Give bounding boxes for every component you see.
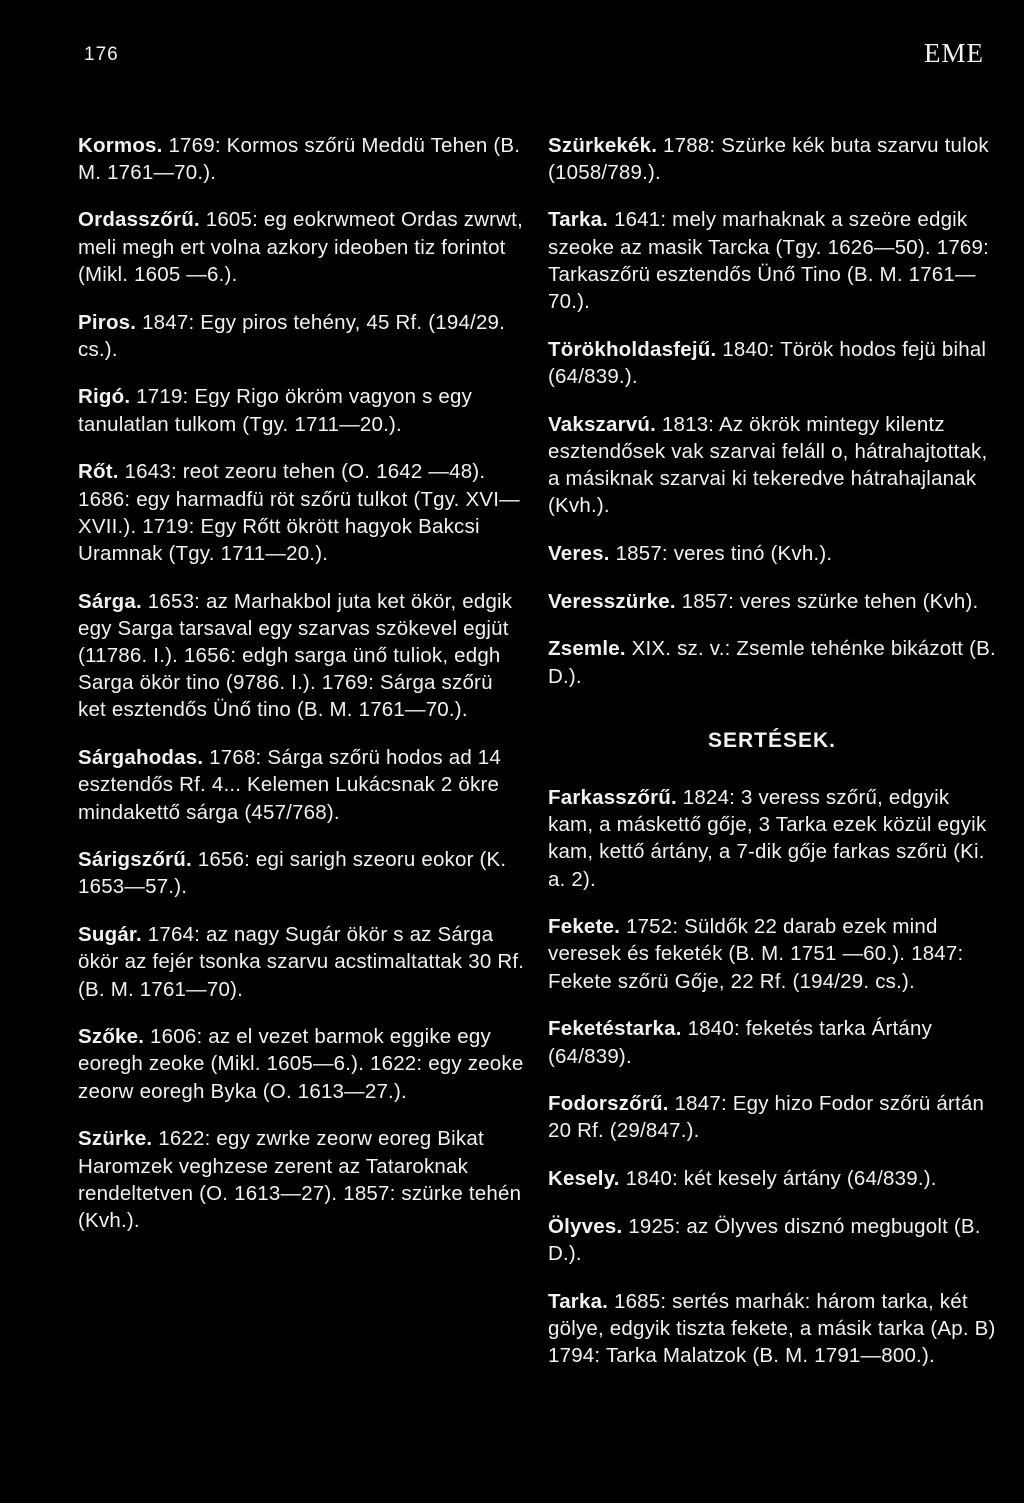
entry-text: 1840: Török hodos fejü bihal (64/839.).	[548, 337, 987, 388]
dictionary-entry	[78, 846, 526, 900]
entry-headword: Szürke.	[78, 1127, 153, 1151]
entry-text: 1857: veres szürke tehen (Kvh).	[675, 589, 979, 613]
entry-headword: Rigó.	[78, 385, 131, 409]
entry-text: 1653: az Marhakbol juta ket ökör, edgik egy Sarga tarsaval egy szarvas szökevel egjüt (11786. I.). 1656: edgh sarga ünő tuliok, edgh Sarga ökör tino (9786. I.). 1769: Sárga szőrü ket esztendős Ünő tino (B. M. 1761—70.).	[78, 589, 513, 722]
entry-text: 1769: Kormos szőrü Meddü Tehen (B. M. 1761—70.).	[78, 133, 521, 184]
entry-text: 1643: reot zeoru tehen (O. 1642 —48). 1686: egy harmadfü röt szőrü tulkot (Tgy. XVI—XVII.). 1719: Egy Rőtt ökrött hagyok Bakcsi Uramnak (Tgy. 1711—20.).	[78, 460, 520, 565]
dictionary-entry	[548, 132, 996, 186]
dictionary-entry	[548, 336, 996, 390]
entry-headword: Piros.	[78, 310, 137, 334]
entry-text: 1641: mely marhaknak a szeöre edgik szeoke az masik Tarcka (Tgy. 1626—50). 1769: Tarkaszőrü esztendős Ünő Tino (B. M. 1761—70.).	[548, 208, 990, 314]
right-column-entries-after	[548, 784, 996, 1369]
entry-headword: Sárga.	[78, 589, 142, 613]
entry-headword: Tarka.	[548, 208, 609, 232]
entry-text: 1925: az Ölyves disznó megbugolt (B. D.).	[548, 1214, 981, 1266]
entry-headword: Kormos.	[78, 133, 163, 157]
entry-text: 1656: egi sarigh szeoru eokor (K. 1653—57.).	[78, 848, 507, 899]
entry-headword: Zsemle.	[548, 637, 626, 661]
dictionary-entry	[78, 1023, 526, 1105]
entry-text: XIX. sz. v.: Zsemle tehénke bikázott (B. D.).	[548, 637, 996, 688]
dictionary-entry	[78, 206, 526, 288]
entry-headword: Tarka.	[548, 1289, 609, 1313]
dictionary-entry	[78, 383, 526, 437]
entry-headword: Fodorszőrű.	[548, 1092, 669, 1116]
dictionary-entry	[78, 309, 526, 363]
entry-headword: Sárigszőrű.	[78, 848, 192, 872]
entry-headword: Vakszarvú.	[548, 412, 656, 436]
entry-headword: Ordasszőrű.	[78, 208, 200, 232]
dictionary-entry	[78, 744, 526, 826]
dictionary-entry	[78, 588, 526, 724]
dictionary-entry	[548, 588, 996, 615]
entry-text: 1824: 3 veress szőrű, edgyik kam, a máskettő gője, 3 Tarka ezek közül egyik kam, kettő ártány, a 7-dik gője farkas szőrü (Ki. a. 2).	[548, 785, 987, 891]
page-number: 176	[84, 44, 119, 65]
dictionary-entry	[78, 132, 526, 186]
dictionary-entry	[548, 411, 996, 520]
dictionary-entry	[78, 458, 526, 567]
dictionary-entry	[548, 206, 996, 315]
dictionary-entry	[548, 1165, 996, 1192]
entry-headword: Feketéstarka.	[548, 1017, 682, 1041]
entry-headword: Veresszürke.	[548, 589, 676, 613]
dictionary-entry	[548, 913, 996, 995]
dictionary-entry	[548, 1015, 996, 1069]
entry-text: 1768: Sárga szőrü hodos ad 14 esztendős Rf. 4... Kelemen Lukácsnak 2 ökre mindakettő sárga (457/768).	[78, 746, 502, 824]
entry-text: 1857: veres tinó (Kvh.).	[609, 541, 833, 565]
entry-text: 1605: eg eokrwmeot Ordas zwrwt, meli megh ert volna azkory ideoben tiz forintot (Mikl. 1605 —6.).	[78, 208, 523, 286]
entry-text: 1752: Süldők 22 darab ezek mind veresek és feketék (B. M. 1751 —60.). 1847: Fekete szőrü Gője, 22 Rf. (194/29. cs.).	[548, 915, 964, 993]
entry-text: 1840: két kesely ártány (64/839.).	[619, 1167, 937, 1191]
dictionary-entry	[548, 784, 996, 893]
entry-headword: Sárgahodas.	[78, 746, 204, 770]
entry-headword: Rőt.	[78, 460, 119, 484]
right-column	[548, 111, 996, 1390]
section-heading: SERTÉSEK.	[707, 728, 837, 752]
entry-headword: Sugár.	[78, 923, 142, 947]
entry-text: 1813: Az ökrök mintegy kilentz esztendősek vak szarvai feláll o, hátrahajtottak, a másiknak szarvai ki tekeredve hátrahajlanak (Kvh.).	[548, 412, 988, 518]
entry-headword: Farkasszőrű.	[548, 785, 677, 809]
entry-headword: Fekete.	[548, 915, 621, 939]
entry-headword: Törökholdasfejű.	[548, 337, 717, 361]
dictionary-entry	[78, 1125, 526, 1234]
dictionary-entry	[548, 540, 996, 567]
entry-headword: Veres.	[548, 541, 610, 565]
entry-text: 1606: az el vezet barmok eggike egy eoregh zeoke (Mikl. 1605—6.). 1622: egy zeoke zeorw eoregh Byka (O. 1613—27.).	[78, 1025, 524, 1103]
dictionary-entry	[548, 1213, 996, 1267]
entry-text: 1719: Egy Rigo ökröm vagyon s egy tanulatlan tulkom (Tgy. 1711—20.).	[78, 385, 473, 436]
running-head: EME	[924, 38, 984, 68]
entry-text: 1847: Egy hizo Fodor szőrü ártán 20 Rf. (29/847.).	[548, 1092, 985, 1143]
entry-headword: Kesely.	[548, 1167, 620, 1191]
left-column	[78, 111, 526, 1255]
dictionary-entry	[548, 1288, 996, 1370]
dictionary-entry	[548, 635, 996, 689]
entry-text: 1847: Egy piros tehény, 45 Rf. (194/29. cs.).	[78, 310, 506, 361]
dictionary-entry	[78, 921, 526, 1003]
entry-text: 1840: feketés tarka Ártány (64/839).	[548, 1017, 933, 1068]
entry-text: 1622: egy zwrke zeorw eoreg Bikat Haromzek veghzese zerent az Tataroknak rendeltetven (O. 1613—27). 1857: szürke tehén (Kvh.).	[78, 1127, 522, 1232]
entry-text: 1685: sertés marhák: három tarka, két gölye, edgyik tiszta fekete, a másik tarka (Ap. B) 1794: Tarka Malatzok (B. M. 1791—800.).	[548, 1289, 996, 1368]
entry-text: 1764: az nagy Sugár ökör s az Sárga ökör az fejér tsonka szarvu acstimaltattak 30 Rf. (B. M. 1761—70).	[78, 923, 525, 1001]
entry-headword: Szőke.	[78, 1025, 145, 1049]
right-column-entries	[548, 132, 996, 690]
entry-text: 1788: Szürke kék buta szarvu tulok (1058/789.).	[548, 133, 989, 184]
entry-headword: Szürkekék.	[548, 133, 658, 157]
dictionary-entry	[548, 1090, 996, 1144]
entry-headword: Ölyves.	[548, 1214, 623, 1238]
